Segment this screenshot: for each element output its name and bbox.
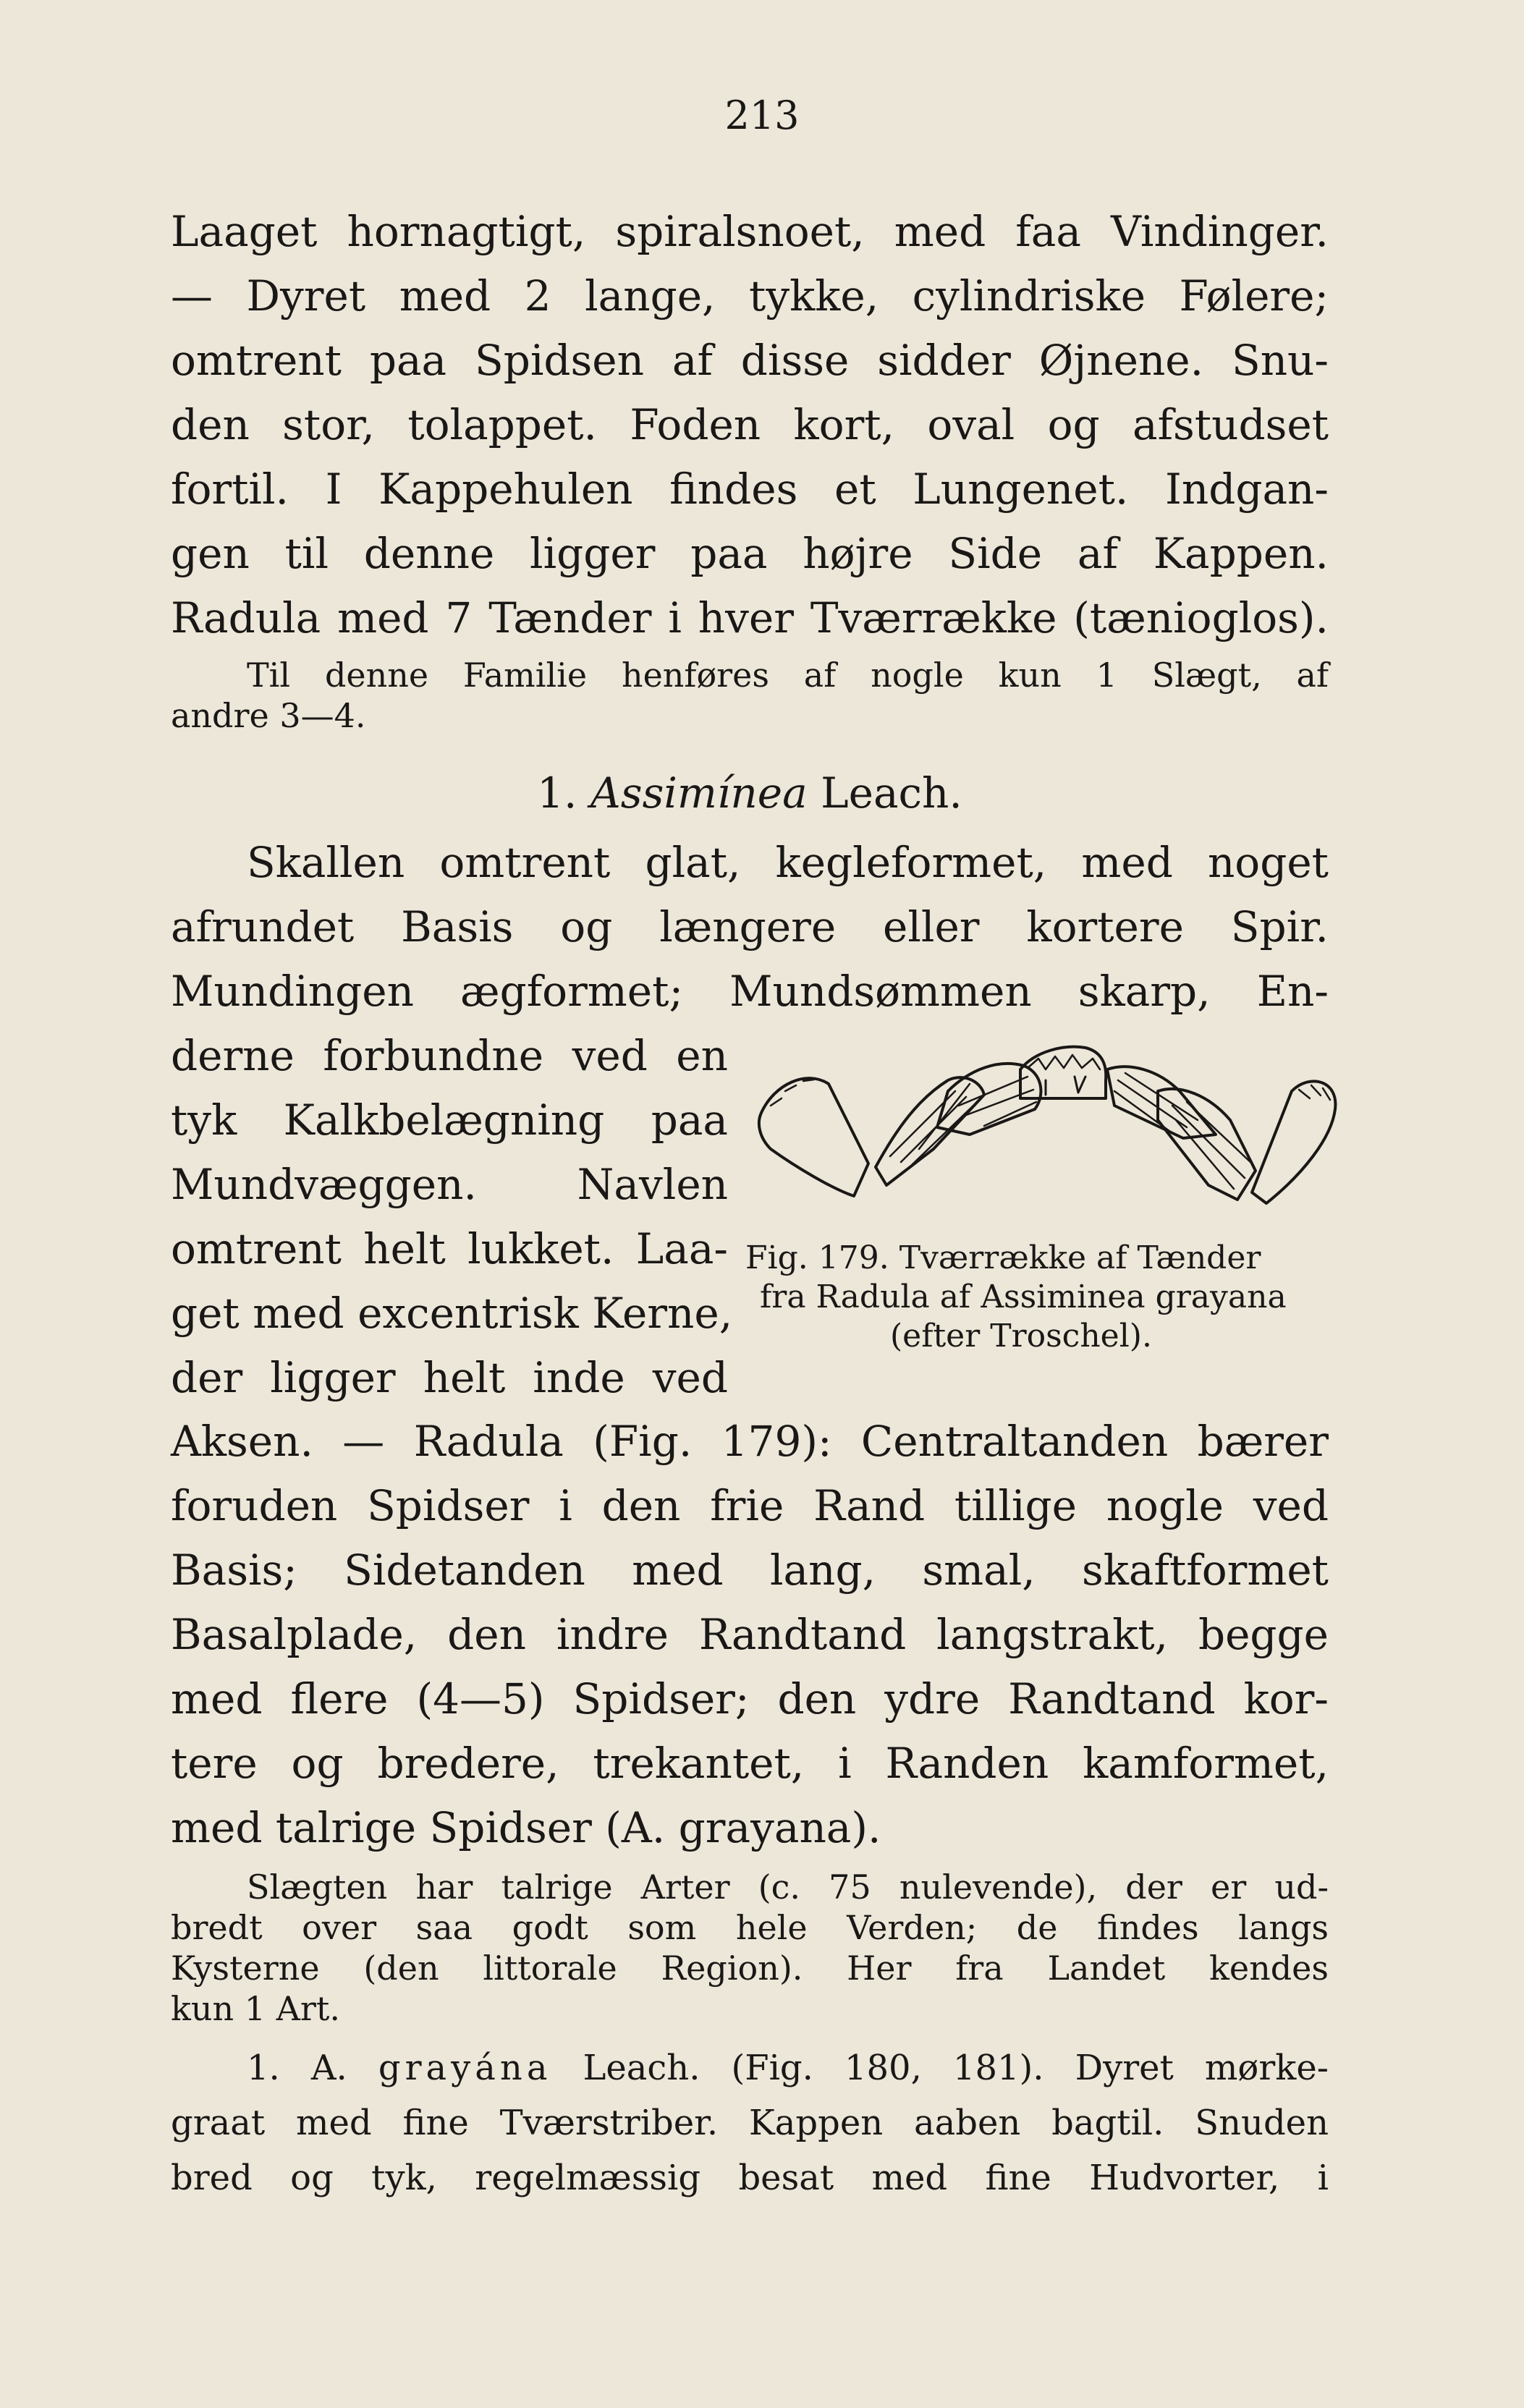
text-line: Aksen. — Radula (Fig. 179): Centraltanden bærer (171, 1417, 1329, 1466)
inner-marginal-tooth-left (876, 1077, 984, 1185)
text-line: Mundvæggen. Navlen (171, 1160, 728, 1209)
outer-marginal-tooth-right (1252, 1081, 1335, 1203)
caption-line: Fig. 179. Tværrække af Tænder (745, 1239, 1261, 1276)
species-name: grayána (378, 2048, 552, 2088)
lateral-tooth-right (1107, 1067, 1216, 1138)
small-text-line: bredt over saa godt som hele Verden; de findes langs (171, 1908, 1329, 1947)
species-heading-line (171, 2040, 1329, 2095)
small-print-distribution (171, 1867, 1329, 2029)
genus-number: 1. (537, 768, 577, 818)
text-line: foruden Spidser i den frie Rand tillige nogle ved (171, 1481, 1329, 1530)
text-line: Laaget hornagtigt, spiralsnoet, med faa Vindinger. (171, 207, 1329, 256)
figure-caption (745, 1239, 1332, 1356)
small-text-line: andre 3—4. (171, 696, 366, 735)
text-line: Mundingen ægformet; Mundsømmen skarp, En- (171, 967, 1329, 1016)
text-line: tere og bredere, trekantet, i Randen kamformet, (171, 1739, 1329, 1788)
text-line: Basalplade, den indre Randtand langstrakt, begge (171, 1610, 1329, 1659)
text-line: med flere (4—5) Spidser; den ydre Randtand kor- (171, 1674, 1329, 1724)
caption-line: (efter Troschel). (890, 1318, 1152, 1354)
species-rest: Leach. (Fig. 180, 181). Dyret mørke- (583, 2048, 1329, 2088)
text-line: Basis; Sidetanden med lang, smal, skaftformet (171, 1546, 1329, 1595)
radula-teeth-figure (753, 1040, 1339, 1221)
small-text-line: Kysterne (den littorale Region). Her fra Landet kendes (171, 1949, 1329, 1988)
text-line: den stor, tolappet. Foden kort, oval og afstudset (171, 400, 1329, 449)
text-line: tyk Kalkbelægning paa (171, 1095, 728, 1145)
outer-marginal-tooth-left (759, 1078, 868, 1196)
small-text-line: kun 1 Art. (171, 1989, 340, 2028)
small-text-line: Til denne Familie henføres af nogle kun 1 Slægt, af (247, 656, 1329, 695)
paragraph-radula-description (171, 1409, 1329, 1860)
text-line: der ligger helt inde ved (171, 1353, 728, 1402)
text-line: gen til denne ligger paa højre Side af Kappen. (171, 529, 1329, 578)
text-line: med talrige Spidser (A. grayana). (171, 1803, 881, 1852)
species-entry (171, 2040, 1329, 2205)
paragraph-wrapped-text (171, 1024, 733, 1410)
text-line: omtrent helt lukket. Laa- (171, 1224, 728, 1273)
text-line: fortil. I Kappehulen findes et Lungenet. Indgan- (171, 465, 1329, 514)
text-line: graat med fine Tværstriber. Kappen aaben bagtil. Snuden (171, 2103, 1329, 2143)
paragraph-family-description (171, 200, 1329, 650)
page-number: 213 (724, 93, 800, 138)
text-line: derne forbundne ved en (171, 1031, 728, 1080)
small-text-line: Slægten har talrige Arter (c. 75 nulevende), der er ud- (247, 1868, 1329, 1907)
genus-author: Leach. (821, 768, 962, 818)
species-abbr: A. (310, 2048, 347, 2088)
caption-line: fra Radula af Assiminea grayana (760, 1279, 1287, 1315)
text-line: bred og tyk, regelmæssig besat med fine Hudvorter, i (171, 2158, 1329, 2198)
text-line: Skallen omtrent glat, kegleformet, med noget (247, 838, 1329, 887)
genus-name: Assimínea (590, 768, 808, 818)
paragraph-genus-description (171, 831, 1329, 1024)
text-line: get med excentrisk Kerne, (171, 1289, 733, 1338)
genus-heading (171, 761, 1329, 826)
text-line: afrundet Basis og længere eller kortere Spir. (171, 902, 1329, 951)
text-line: omtrent paa Spidsen af disse sidder Øjnene. Snu- (171, 336, 1329, 385)
text-line: Radula med 7 Tænder i hver Tværrække (tænioglos). (171, 593, 1329, 643)
small-print-note (171, 655, 1329, 736)
text-line: — Dyret med 2 lange, tykke, cylindriske Følere; (171, 271, 1329, 321)
species-number: 1. (247, 2048, 280, 2088)
